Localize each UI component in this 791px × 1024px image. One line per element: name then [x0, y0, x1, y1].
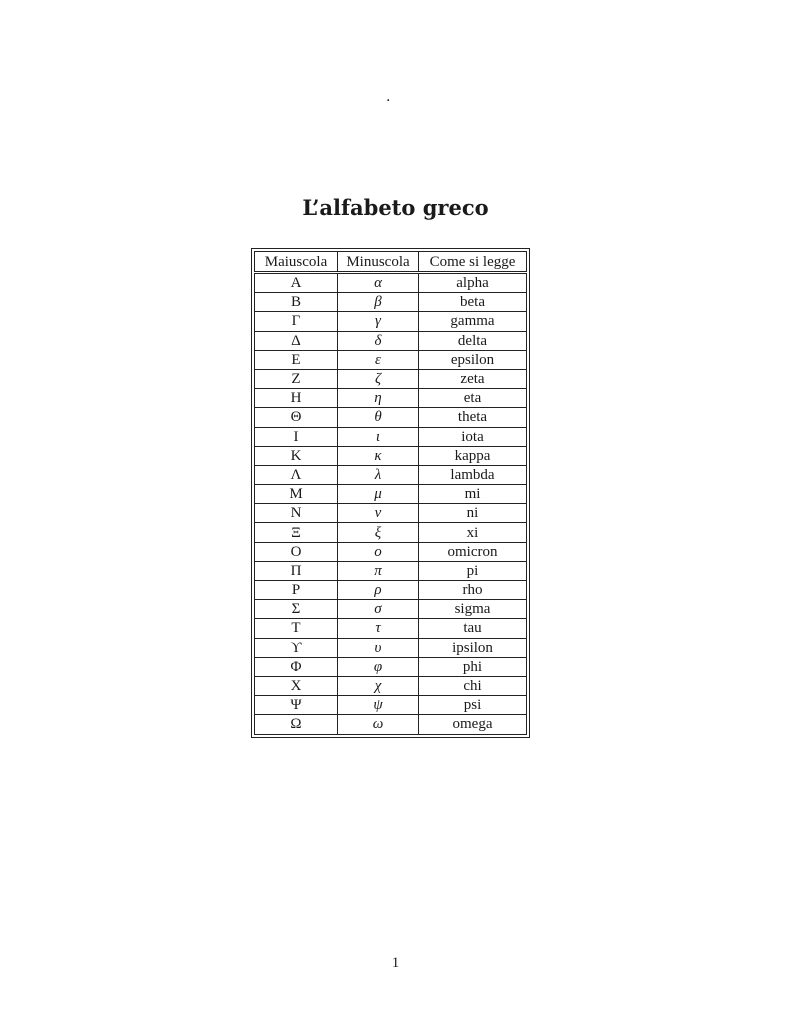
table-row	[255, 638, 527, 657]
cell-uppercase: Μ	[255, 485, 338, 504]
page-dot: .	[386, 89, 391, 105]
cell-lowercase: η	[338, 389, 419, 408]
cell-lowercase: φ	[338, 657, 419, 676]
table-row	[255, 389, 527, 408]
table-row	[255, 676, 527, 695]
table-row	[255, 696, 527, 715]
table-row	[255, 369, 527, 388]
cell-uppercase: Γ	[255, 312, 338, 331]
cell-pronunciation: psi	[419, 696, 527, 715]
cell-lowercase: γ	[338, 312, 419, 331]
cell-pronunciation: chi	[419, 676, 527, 695]
table-row	[255, 293, 527, 312]
cell-pronunciation: iota	[419, 427, 527, 446]
cell-uppercase: Ρ	[255, 581, 338, 600]
cell-lowercase: π	[338, 561, 419, 580]
cell-pronunciation: lambda	[419, 465, 527, 484]
table-row	[255, 446, 527, 465]
cell-pronunciation: ipsilon	[419, 638, 527, 657]
cell-pronunciation: beta	[419, 293, 527, 312]
table-header-row	[255, 252, 527, 273]
cell-lowercase: ω	[338, 715, 419, 734]
cell-uppercase: Ε	[255, 350, 338, 369]
table-row	[255, 350, 527, 369]
page-number: 1	[391, 955, 400, 971]
table-row	[255, 523, 527, 542]
cell-uppercase: Η	[255, 389, 338, 408]
cell-pronunciation: sigma	[419, 600, 527, 619]
table-row	[255, 504, 527, 523]
page-title: L’alfabeto greco	[302, 195, 489, 220]
cell-pronunciation: ni	[419, 504, 527, 523]
cell-pronunciation: kappa	[419, 446, 527, 465]
cell-pronunciation: mi	[419, 485, 527, 504]
cell-pronunciation: theta	[419, 408, 527, 427]
cell-lowercase: ο	[338, 542, 419, 561]
cell-pronunciation: omicron	[419, 542, 527, 561]
header-lowercase: Minuscola	[338, 252, 419, 273]
table-row	[255, 408, 527, 427]
header-pronunciation: Come si legge	[419, 252, 527, 273]
table-row	[255, 581, 527, 600]
cell-uppercase: Ι	[255, 427, 338, 446]
cell-lowercase: ι	[338, 427, 419, 446]
cell-pronunciation: gamma	[419, 312, 527, 331]
table-body	[255, 273, 527, 735]
cell-pronunciation: tau	[419, 619, 527, 638]
cell-pronunciation: eta	[419, 389, 527, 408]
cell-uppercase: Ζ	[255, 369, 338, 388]
cell-pronunciation: epsilon	[419, 350, 527, 369]
cell-pronunciation: rho	[419, 581, 527, 600]
table-row	[255, 561, 527, 580]
cell-lowercase: ζ	[338, 369, 419, 388]
cell-lowercase: α	[338, 273, 419, 293]
header-uppercase: Maiuscola	[255, 252, 338, 273]
cell-uppercase: Κ	[255, 446, 338, 465]
cell-pronunciation: pi	[419, 561, 527, 580]
cell-pronunciation: xi	[419, 523, 527, 542]
cell-uppercase: ϒ	[255, 638, 338, 657]
table-row	[255, 657, 527, 676]
cell-pronunciation: alpha	[419, 273, 527, 293]
cell-uppercase: Α	[255, 273, 338, 293]
cell-lowercase: δ	[338, 331, 419, 350]
cell-uppercase: Ν	[255, 504, 338, 523]
cell-uppercase: Ω	[255, 715, 338, 734]
cell-uppercase: Δ	[255, 331, 338, 350]
greek-alphabet-table	[254, 251, 527, 735]
cell-uppercase: Λ	[255, 465, 338, 484]
cell-lowercase: θ	[338, 408, 419, 427]
table-row	[255, 485, 527, 504]
cell-lowercase: β	[338, 293, 419, 312]
cell-uppercase: Χ	[255, 676, 338, 695]
cell-lowercase: ν	[338, 504, 419, 523]
cell-lowercase: ε	[338, 350, 419, 369]
table-row	[255, 427, 527, 446]
table-row	[255, 619, 527, 638]
table-row	[255, 600, 527, 619]
cell-lowercase: υ	[338, 638, 419, 657]
cell-lowercase: ρ	[338, 581, 419, 600]
table-row	[255, 542, 527, 561]
cell-lowercase: χ	[338, 676, 419, 695]
cell-lowercase: τ	[338, 619, 419, 638]
table-row	[255, 312, 527, 331]
cell-lowercase: ξ	[338, 523, 419, 542]
cell-lowercase: σ	[338, 600, 419, 619]
table-row	[255, 273, 527, 293]
cell-pronunciation: omega	[419, 715, 527, 734]
cell-lowercase: λ	[338, 465, 419, 484]
cell-lowercase: ψ	[338, 696, 419, 715]
table-row	[255, 465, 527, 484]
cell-uppercase: Ο	[255, 542, 338, 561]
cell-uppercase: Ξ	[255, 523, 338, 542]
table-row	[255, 715, 527, 734]
cell-lowercase: κ	[338, 446, 419, 465]
cell-uppercase: Π	[255, 561, 338, 580]
cell-lowercase: μ	[338, 485, 419, 504]
cell-pronunciation: delta	[419, 331, 527, 350]
cell-uppercase: Β	[255, 293, 338, 312]
cell-uppercase: Τ	[255, 619, 338, 638]
cell-pronunciation: phi	[419, 657, 527, 676]
cell-uppercase: Σ	[255, 600, 338, 619]
cell-uppercase: Θ	[255, 408, 338, 427]
cell-uppercase: Ψ	[255, 696, 338, 715]
greek-alphabet-table-frame	[251, 248, 530, 738]
table-row	[255, 331, 527, 350]
cell-uppercase: Φ	[255, 657, 338, 676]
cell-pronunciation: zeta	[419, 369, 527, 388]
